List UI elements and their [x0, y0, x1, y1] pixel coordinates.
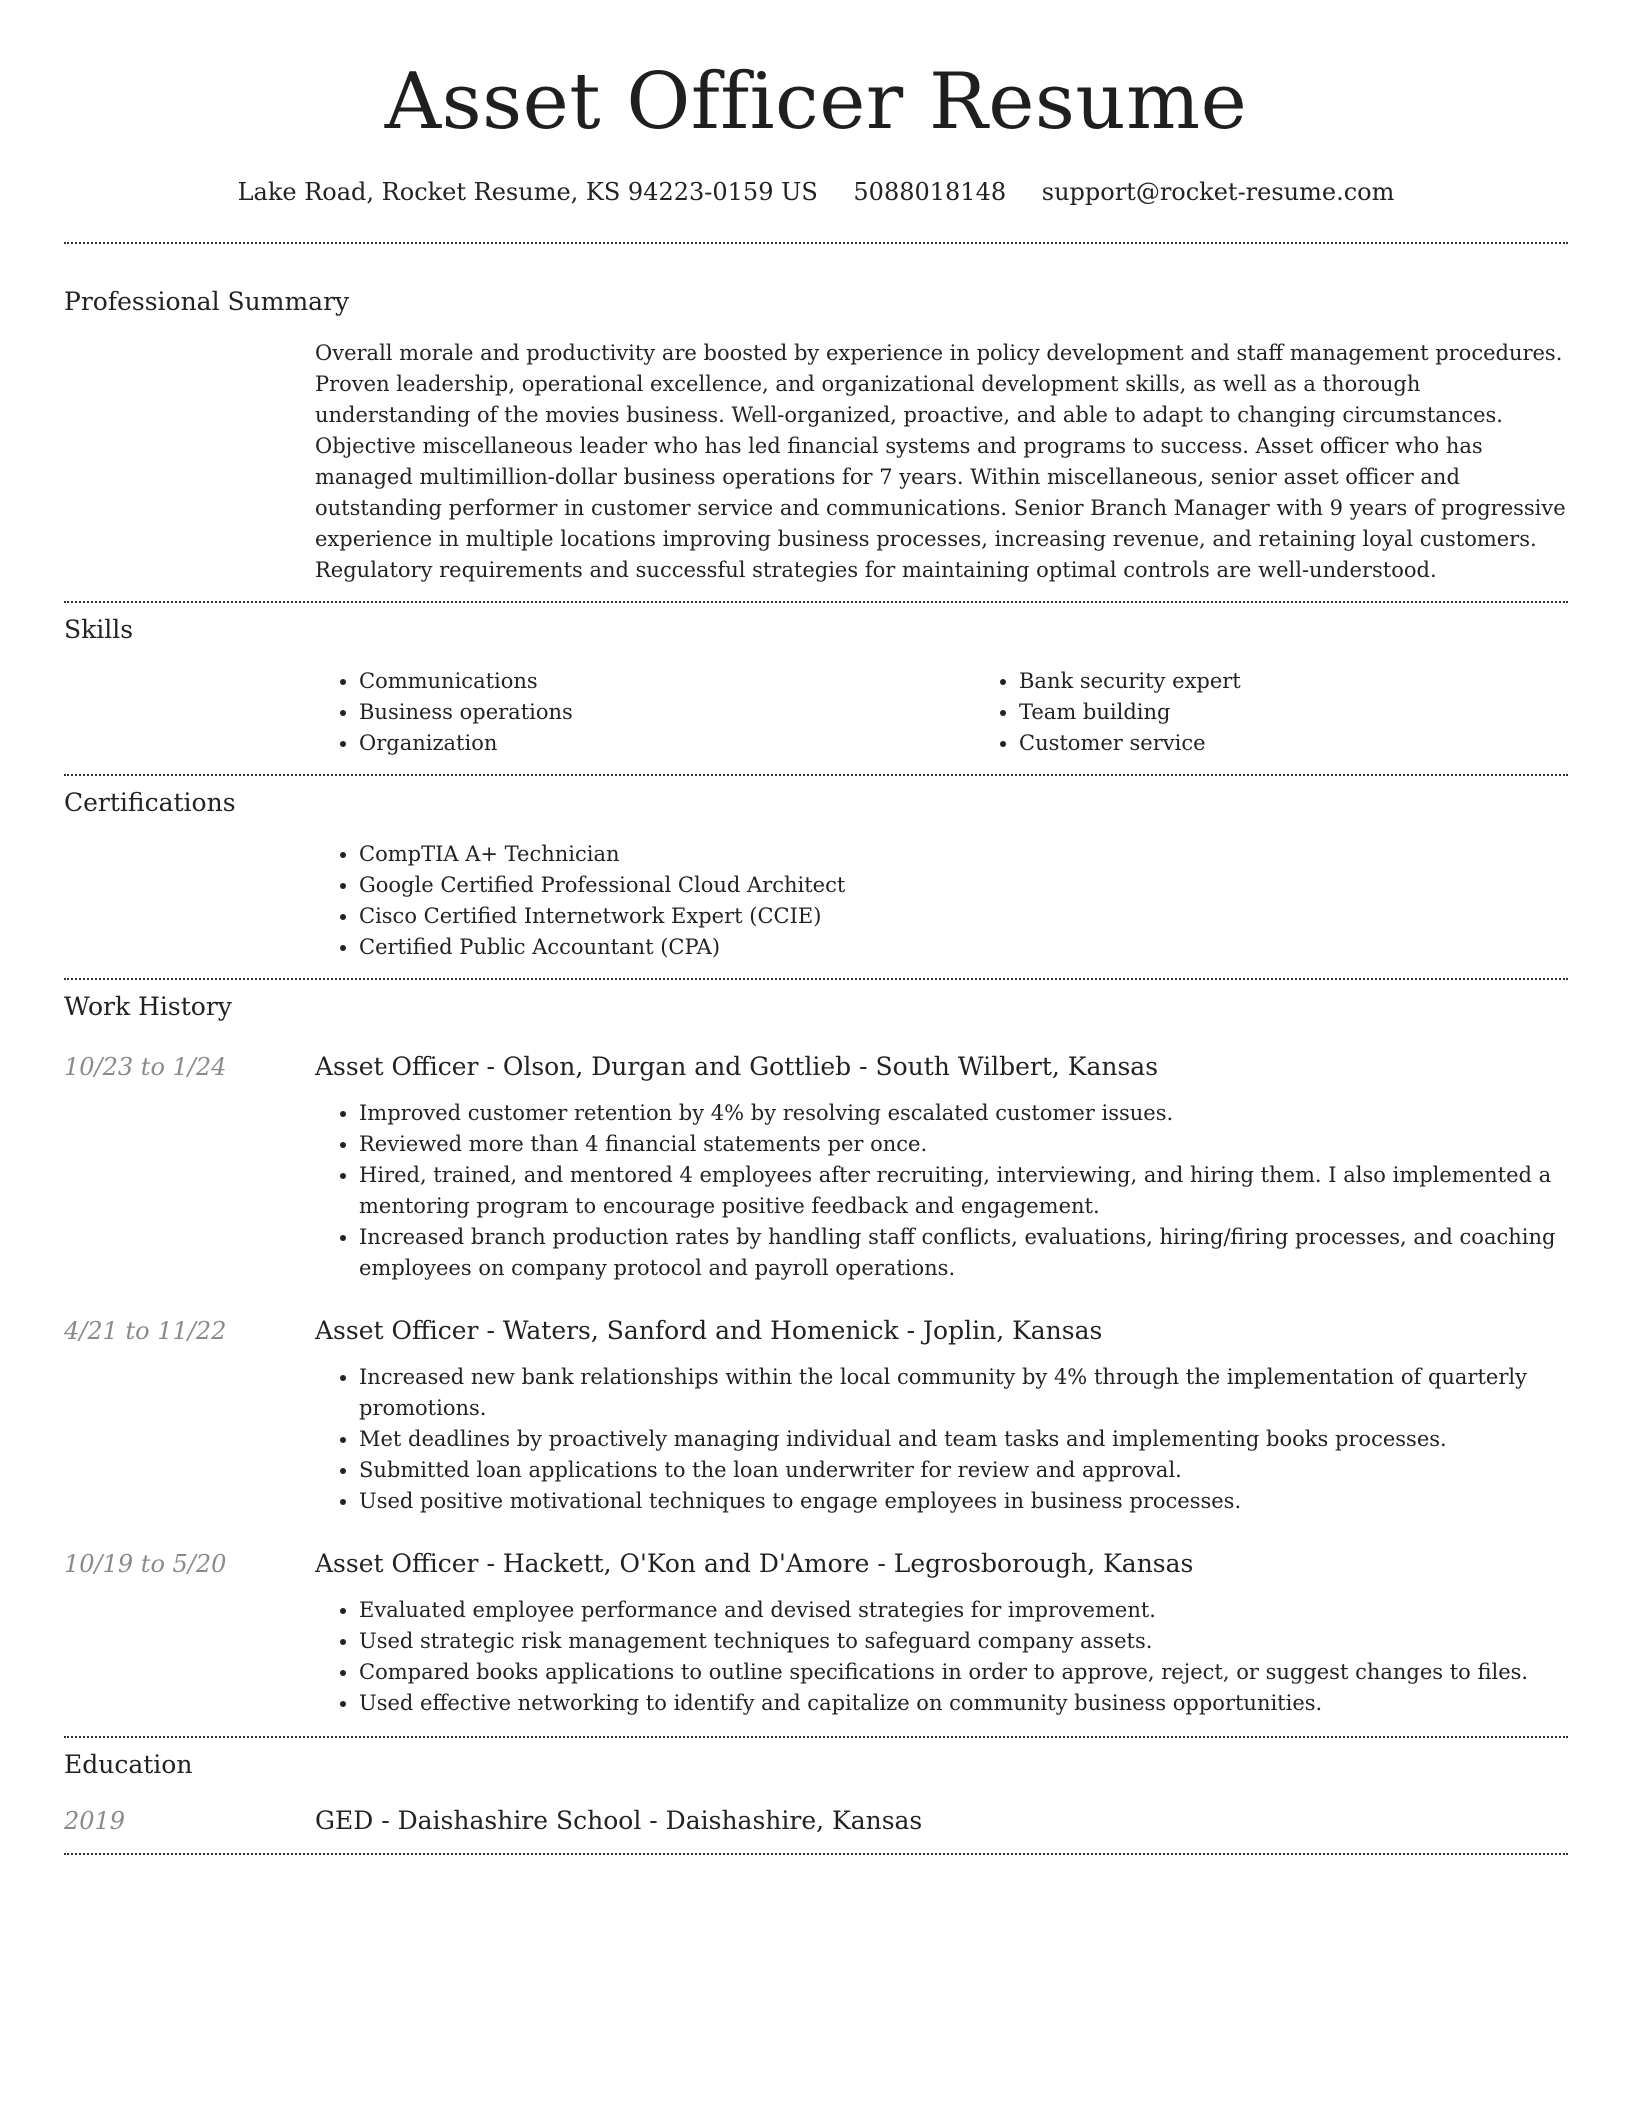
job-header	[64, 1050, 1568, 1084]
job-title: Asset Officer - Hackett, O'Kon and D'Amore - Legrosborough, Kansas	[315, 1549, 1194, 1578]
jobs-list	[64, 1050, 1568, 1719]
skill-item: • Customer service	[1019, 728, 1632, 759]
job-header	[64, 1314, 1568, 1348]
job-bullet: • Used positive motivational techniques to engage employees in business processes.	[359, 1486, 1568, 1517]
education-title: GED - Daishashire School - Daishashire, Kansas	[315, 1806, 923, 1835]
job-entry	[64, 1050, 1568, 1284]
section-divider	[64, 978, 1568, 980]
summary-section	[64, 285, 1568, 586]
job-header	[64, 1547, 1568, 1581]
certifications-row	[64, 839, 1568, 963]
section-divider	[64, 1736, 1568, 1738]
job-entry	[64, 1314, 1568, 1517]
skill-item: • Bank security expert	[1019, 666, 1632, 697]
education-entry	[64, 1804, 1568, 1838]
section-heading-work-history: Work History	[64, 992, 232, 1021]
certification-item: • Certified Public Accountant (CPA)	[359, 932, 1568, 963]
job-dates: 4/21 to 11/22	[64, 1317, 227, 1345]
job-bullet: • Used strategic risk management techniques to safeguard company assets.	[359, 1626, 1568, 1657]
skill-item: • Team building	[1019, 697, 1632, 728]
job-bullets	[315, 1098, 1568, 1284]
section-divider	[64, 1853, 1568, 1855]
section-heading-skills: Skills	[64, 615, 134, 644]
certification-item: • Google Certified Professional Cloud Architect	[359, 870, 1568, 901]
job-bullet: • Reviewed more than 4 financial statements per once.	[359, 1129, 1568, 1160]
skills-row	[64, 666, 1568, 759]
job-title: Asset Officer - Olson, Durgan and Gottlieb - South Wilbert, Kansas	[315, 1052, 1159, 1081]
job-body	[64, 1362, 1568, 1517]
summary-text: Overall morale and productivity are boosted by experience in policy development and staff management procedures. Proven leadership, operational excellence, and organizational development skills, as well as a thorough understanding of the movies business. Well-organized, proactive, and able to adapt to changing circumstances. Objective miscellaneous leader who has led financial systems and programs to success. Asset officer who has managed multimillion-dollar business operations for 7 years. Within miscellaneous, senior asset officer and outstanding performer in customer service and communications. Senior Branch Manager with 9 years of progressive experience in multiple locations improving business processes, increasing revenue, and retaining loyal customers. Regulatory requirements and successful strategies for maintaining optimal controls are well-understood.	[315, 341, 1566, 582]
page-title: Asset Officer Resume	[384, 57, 1248, 147]
certifications-list	[315, 839, 1568, 963]
contact-phone: 5088018148	[853, 178, 1007, 206]
job-dates: 10/19 to 5/20	[64, 1550, 227, 1578]
skills-list-left	[315, 666, 975, 759]
skill-item: • Business operations	[359, 697, 975, 728]
job-bullet: • Used effective networking to identify and capitalize on community business opportunities.	[359, 1688, 1568, 1719]
contact-email: support@rocket-resume.com	[1041, 178, 1395, 206]
job-dates: 10/23 to 1/24	[64, 1053, 227, 1081]
summary-row	[64, 338, 1568, 586]
job-bullet: • Increased new bank relationships within the local community by 4% through the implementation of quarterly promotions.	[359, 1362, 1568, 1424]
skills-list-right	[975, 666, 1632, 759]
section-heading-certifications: Certifications	[64, 788, 236, 817]
education-section	[64, 1748, 1568, 1838]
contact-address: Lake Road, Rocket Resume, KS 94223-0159 US	[237, 178, 818, 206]
skills-section	[64, 613, 1568, 759]
skill-item: • Organization	[359, 728, 975, 759]
job-entry	[64, 1547, 1568, 1719]
certifications-section	[64, 786, 1568, 963]
job-title: Asset Officer - Waters, Sanford and Homenick - Joplin, Kansas	[315, 1316, 1103, 1345]
section-divider	[64, 242, 1568, 244]
job-bullet: • Met deadlines by proactively managing individual and team tasks and implementing books processes.	[359, 1424, 1568, 1455]
job-bullet: • Hired, trained, and mentored 4 employees after recruiting, interviewing, and hiring them. I also implemented a mentoring program to encourage positive feedback and engagement.	[359, 1160, 1568, 1222]
certification-item: • Cisco Certified Internetwork Expert (CCIE)	[359, 901, 1568, 932]
job-bullet: • Evaluated employee performance and devised strategies for improvement.	[359, 1595, 1568, 1626]
section-heading-education: Education	[64, 1750, 193, 1779]
section-heading-summary: Professional Summary	[64, 287, 350, 316]
job-bullet: • Submitted loan applications to the loan underwriter for review and approval.	[359, 1455, 1568, 1486]
section-divider	[64, 601, 1568, 603]
job-bullets	[315, 1362, 1568, 1517]
certification-item: • CompTIA A+ Technician	[359, 839, 1568, 870]
education-year: 2019	[64, 1807, 126, 1835]
work-history-section	[64, 990, 1568, 1719]
job-bullet: • Improved customer retention by 4% by resolving escalated customer issues.	[359, 1098, 1568, 1129]
job-bullet: • Increased branch production rates by handling staff conflicts, evaluations, hiring/firing processes, and coaching employees on company protocol and payroll operations.	[359, 1222, 1568, 1284]
job-body	[64, 1595, 1568, 1719]
skill-item: • Communications	[359, 666, 975, 697]
job-body	[64, 1098, 1568, 1284]
job-bullet: • Compared books applications to outline specifications in order to approve, reject, or suggest changes to files.	[359, 1657, 1568, 1688]
contact-line	[64, 176, 1568, 208]
job-bullets	[315, 1595, 1568, 1719]
section-divider	[64, 774, 1568, 776]
